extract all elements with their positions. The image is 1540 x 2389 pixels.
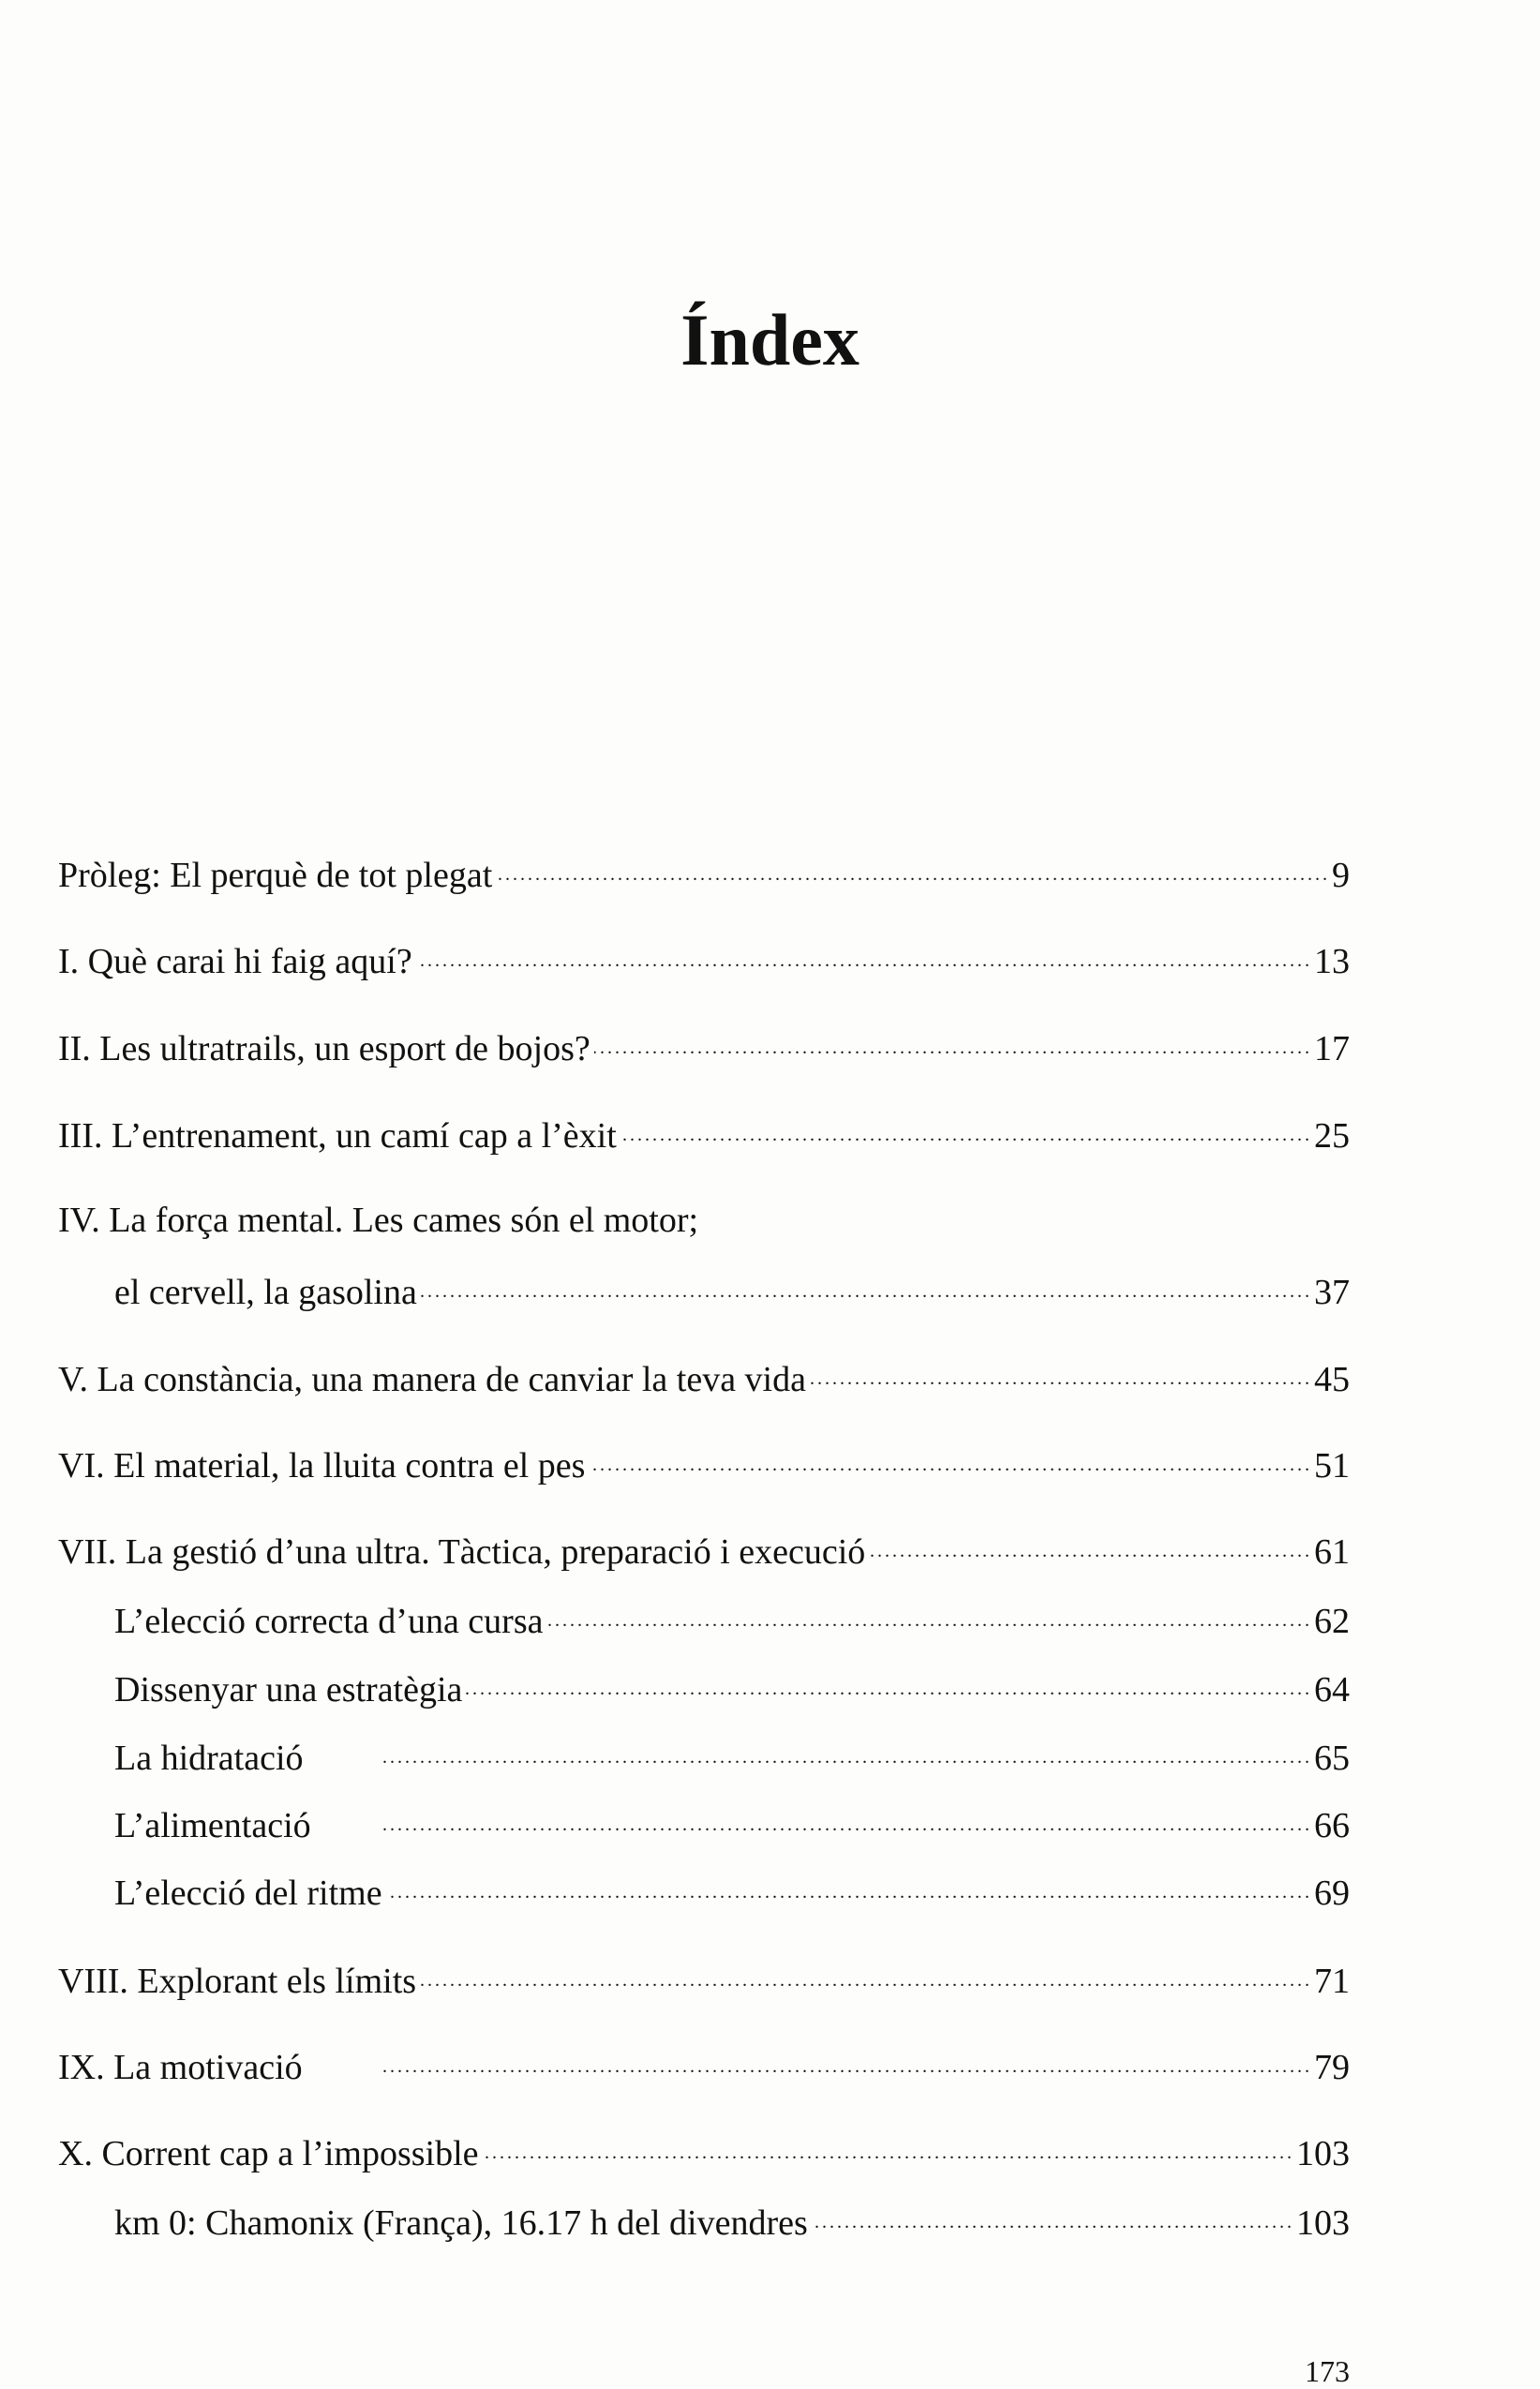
toc-entry-prologue[interactable] bbox=[58, 851, 1350, 893]
toc-entry-label: VIII. Explorant els límits bbox=[58, 1962, 417, 2001]
toc-entry-label: V. La constància, una manera de canviar la teva vida bbox=[58, 1360, 806, 1399]
toc-entry-page: 17 bbox=[1314, 1029, 1350, 1068]
toc-entry-label: III. L’entrenament, un camí cap a l’èxit bbox=[58, 1116, 617, 1156]
toc-entry-page: 71 bbox=[1314, 1962, 1350, 2001]
toc-entry-page: 37 bbox=[1314, 1273, 1350, 1312]
toc-entry-label: L’elecció correcta d’una cursa bbox=[114, 1602, 544, 1641]
page-number: 173 bbox=[1305, 2354, 1350, 2388]
toc-entry-label: L’alimentació bbox=[114, 1806, 311, 1845]
toc-entry-page: 61 bbox=[1314, 1532, 1350, 1572]
toc-entry-label: L’elecció del ritme bbox=[114, 1874, 382, 1913]
toc-entry-label: IX. La motivació bbox=[58, 2048, 303, 2087]
dot-leader bbox=[869, 1528, 1308, 1563]
toc-entry-page: 45 bbox=[1314, 1360, 1350, 1399]
toc-entry-page: 13 bbox=[1314, 942, 1350, 981]
toc-entry-chapter-1[interactable] bbox=[58, 937, 1350, 979]
toc-entry-label: II. Les ultratrails, un esport de bojos? bbox=[58, 1029, 591, 1068]
dot-leader bbox=[483, 2129, 1291, 2165]
toc-subentry[interactable] bbox=[114, 1597, 1350, 1639]
toc-entry-page: 66 bbox=[1314, 1806, 1350, 1845]
dot-leader bbox=[810, 1355, 1308, 1391]
dot-leader bbox=[496, 851, 1326, 887]
dot-leader bbox=[589, 1441, 1308, 1477]
toc-entry-label: VI. El material, la lluita contra el pes bbox=[58, 1446, 586, 1486]
toc-entry-chapter-10[interactable] bbox=[58, 2129, 1350, 2172]
toc-entry-chapter-3[interactable] bbox=[58, 1112, 1350, 1154]
toc-entry-label: Pròleg: El perquè de tot plegat bbox=[58, 856, 493, 895]
toc-entry-page: 51 bbox=[1314, 1446, 1350, 1486]
dot-leader bbox=[466, 1665, 1308, 1701]
toc-entry-label: Dissenyar una estratègia bbox=[114, 1670, 463, 1710]
dot-leader bbox=[594, 1024, 1308, 1060]
toc-entry-page: 25 bbox=[1314, 1116, 1350, 1156]
toc-entry-page: 103 bbox=[1296, 2134, 1350, 2173]
toc-entry-chapter-4-line1[interactable]: IV. La força mental. Les cames són el motor; bbox=[58, 1201, 699, 1240]
toc-entry-chapter-9[interactable] bbox=[58, 2043, 1350, 2085]
dot-leader bbox=[307, 1734, 1308, 1769]
dot-leader bbox=[812, 2199, 1291, 2234]
toc-entry-label: VII. La gestió d’una ultra. Tàctica, preparació i execució bbox=[58, 1532, 866, 1572]
dot-leader bbox=[421, 1268, 1308, 1304]
toc-entry-chapter-8[interactable] bbox=[58, 1957, 1350, 1999]
toc-subentry[interactable] bbox=[114, 1665, 1350, 1708]
toc-entry-label: X. Corrent cap a l’impossible bbox=[58, 2134, 479, 2173]
toc-entry-chapter-6[interactable] bbox=[58, 1441, 1350, 1484]
dot-leader bbox=[416, 937, 1308, 973]
dot-leader bbox=[386, 1869, 1308, 1904]
toc-subentry[interactable] bbox=[114, 1869, 1350, 1911]
toc-entry-chapter-5[interactable] bbox=[58, 1355, 1350, 1397]
toc-entry-label: km 0: Chamonix (França), 16.17 h del divendres bbox=[114, 2203, 808, 2243]
dot-leader bbox=[420, 1957, 1308, 1993]
toc-entry-label: I. Què carai hi faig aquí? bbox=[58, 942, 412, 981]
toc-entry-page: 79 bbox=[1314, 2048, 1350, 2087]
toc-subentry[interactable] bbox=[114, 1801, 1350, 1844]
toc-entry-chapter-2[interactable] bbox=[58, 1024, 1350, 1067]
toc-entry-label: el cervell, la gasolina bbox=[114, 1273, 417, 1312]
toc-entry-page: 62 bbox=[1314, 1602, 1350, 1641]
dot-leader bbox=[620, 1112, 1308, 1147]
toc-entry-page: 69 bbox=[1314, 1874, 1350, 1913]
toc-entry-page: 64 bbox=[1314, 1670, 1350, 1710]
toc-entry-page: 65 bbox=[1314, 1739, 1350, 1778]
toc-subentry[interactable] bbox=[114, 1734, 1350, 1776]
toc-entry-page: 103 bbox=[1296, 2203, 1350, 2243]
toc-entry-chapter-7[interactable] bbox=[58, 1528, 1350, 1570]
dot-leader bbox=[315, 1801, 1308, 1837]
toc-entry-label: La hidratació bbox=[114, 1739, 304, 1778]
dot-leader bbox=[546, 1597, 1308, 1633]
toc-subentry[interactable] bbox=[114, 2199, 1350, 2241]
page-title: Índex bbox=[680, 299, 860, 381]
toc-entry-chapter-4[interactable] bbox=[114, 1268, 1350, 1310]
dot-leader bbox=[307, 2043, 1308, 2079]
toc-entry-page: 9 bbox=[1332, 856, 1350, 895]
